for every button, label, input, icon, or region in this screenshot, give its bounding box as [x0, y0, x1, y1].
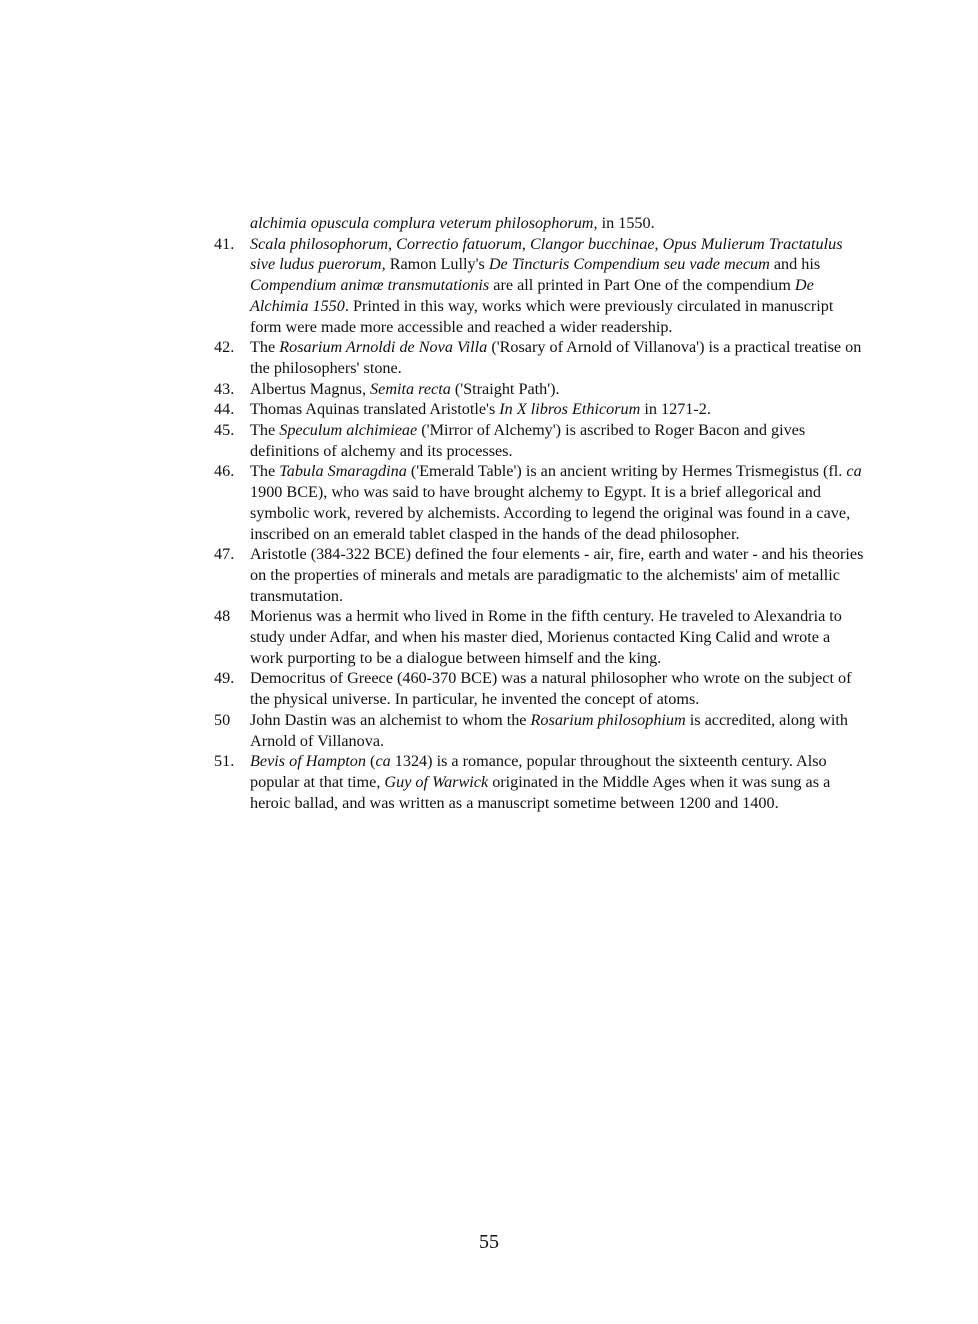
endnotes-list — [214, 213, 864, 813]
text-run: originated in the Middle Ages when it was sung as a heroic ballad, and was written as a manuscript sometime between 1200 and 1400. — [250, 772, 831, 812]
italic-title: Semita recta — [370, 379, 451, 398]
italic-title: Rosarium Arnoldi de Nova Villa — [279, 338, 488, 357]
endnote-text — [250, 461, 864, 544]
text-run: John Dastin was an alchemist to whom the — [250, 710, 531, 729]
text-run: , in 1550. — [593, 214, 655, 232]
text-run: Aristotle (384-322 BCE) defined the four elements - air, fire, earth and water - and his theories on the properties of minerals and metals are paradigmatic to the alchemists' aim of metallic transmutation. — [250, 545, 864, 605]
italic-title: Compendium animæ transmutationis — [250, 276, 490, 295]
endnote-number: 47. — [214, 545, 235, 564]
endnote-text — [250, 710, 864, 751]
text-run: , — [521, 234, 530, 253]
text-run: in 1271-2. — [640, 400, 711, 419]
text-run: ('Emerald Table') is an ancient writing by Hermes Trismegistus (fl. — [406, 462, 847, 481]
endnote — [214, 234, 864, 338]
endnote — [214, 213, 864, 234]
text-run: Morienus was a hermit who lived in Rome in the fifth century. He traveled to Alexandria to study under Adfar, and when his master died, Morienus contacted King Calid and wrote a work purporting to be a dialogue between himself and the king. — [250, 607, 842, 667]
endnote — [214, 461, 864, 544]
text-run: . Printed in this way, works which were previously circulated in manuscript form were made more accessible and reached a wider readership. — [250, 296, 834, 336]
endnote-text — [250, 751, 864, 813]
endnote — [214, 379, 864, 400]
italic-title: De Alchimia 1550 — [250, 276, 814, 315]
text-run: 1900 BCE), who was said to have brought alchemy to Egypt. It is a brief allegorical and symbolic work, revered by alchemists. According to legend the original was found in a cave, inscribed on an emerald tablet clasped in the hands of the dead philosopher. — [250, 483, 851, 543]
endnote-number: 50 — [214, 710, 231, 729]
endnote-text — [250, 544, 864, 606]
text-run: Democritus of Greece (460-370 BCE) was a natural philosopher who wrote on the subject of the physical universe. In particular, he invented the concept of atoms. — [250, 669, 852, 709]
endnote — [214, 606, 864, 668]
endnote — [214, 544, 864, 606]
endnote — [214, 751, 864, 813]
endnote-text — [250, 399, 864, 420]
endnote-number: 48 — [214, 607, 231, 626]
italic-title: Tabula Smaragdina — [279, 462, 407, 481]
endnote-number: 49. — [214, 669, 235, 688]
endnote — [214, 337, 864, 378]
text-run: The — [250, 421, 280, 440]
italic-title: In X libros Ethicorum — [499, 400, 641, 419]
endnote-text — [250, 234, 864, 338]
italic-title: De Tincturis Compendium seu vade mecum — [488, 255, 770, 274]
text-run: Thomas Aquinas translated Aristotle's — [250, 400, 500, 419]
text-run: ('Straight Path'). — [450, 379, 560, 398]
text-run: ('Rosary of Arnold of Villanova') is a practical treatise on the philosophers' stone. — [250, 338, 862, 377]
endnote-text — [250, 668, 864, 709]
text-run: Albertus Magnus, — [250, 379, 371, 398]
endnote-number: 51. — [214, 752, 235, 771]
endnote-text — [250, 606, 864, 668]
page-number: 55 — [479, 1231, 499, 1253]
italic-title: Guy of Warwick — [384, 772, 489, 791]
text-run: ( — [366, 752, 376, 771]
text-run: and his — [769, 255, 821, 274]
text-run: , — [654, 234, 663, 253]
endnote-number: 42. — [214, 338, 235, 357]
text-run: are all printed in Part One of the compendium — [489, 276, 795, 295]
text-run: 1324) is a romance, popular throughout the sixteenth century. Also popular at that time, — [250, 752, 827, 791]
italic-title: Clangor bucchinae — [530, 234, 655, 253]
endnote-text — [250, 379, 864, 400]
endnote-number: 41. — [214, 234, 235, 253]
endnote-text — [250, 420, 864, 461]
text-run: is accredited, along with Arnold of Villanova. — [250, 710, 848, 750]
endnote-number: 44. — [214, 400, 235, 419]
text-run: ('Mirror of Alchemy') is ascribed to Roger Bacon and gives definitions of alchemy and its processes. — [250, 421, 806, 460]
endnote — [214, 668, 864, 709]
endnote — [214, 710, 864, 751]
italic-title: Opus Mulierum Tractatulus sive ludus puerorum — [250, 234, 843, 274]
italic-title: ca — [375, 752, 391, 771]
italic-title: Bevis of Hampton — [250, 752, 366, 771]
text-run: , — [388, 234, 397, 253]
italic-title: ca — [846, 462, 862, 481]
endnote-number: 43. — [214, 379, 235, 398]
italic-title: Scala philosophorum — [250, 234, 389, 253]
italic-title: alchimia opuscula complura veterum philosophorum — [250, 214, 594, 232]
endnote — [214, 420, 864, 461]
italic-title: Speculum alchimieae — [279, 421, 418, 440]
text-run: , Ramon Lully's — [381, 255, 489, 274]
italic-title: Rosarium philosophium — [530, 710, 686, 729]
italic-title: Correctio fatuorum — [396, 234, 522, 253]
text-run: The — [250, 338, 280, 357]
text-run: The — [250, 462, 280, 481]
endnote-text — [214, 213, 864, 234]
endnote-number: 45. — [214, 421, 235, 440]
endnote-text — [250, 337, 864, 378]
endnote — [214, 399, 864, 420]
endnote-number: 46. — [214, 462, 235, 481]
